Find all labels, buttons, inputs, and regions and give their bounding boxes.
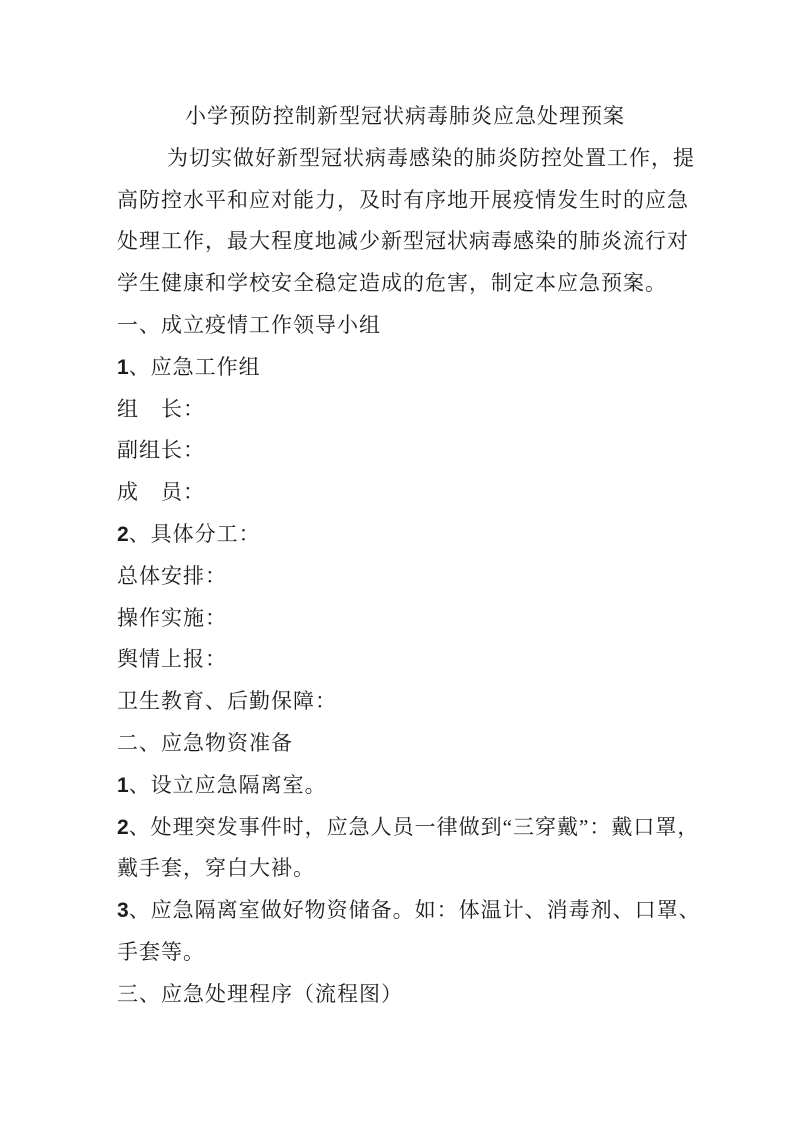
section-heading-2: 二、应急物资准备 [117,730,293,755]
section-heading-1: 一、成立疫情工作领导小组 [117,312,381,337]
field-label-operation: 操作实施： [117,605,227,630]
paragraph-line: 戴手套，穿白大褂。 [117,856,315,881]
item-text: 、设立应急隔离室。 [128,772,327,797]
item-text: 、具体分工： [128,521,261,546]
section-heading-3: 三、应急处理程序（流程图） [117,981,403,1006]
field-label-health-logistics: 卫生教育、后勤保障： [117,689,337,714]
numbered-item [117,890,701,932]
item-number: 1 [117,355,129,379]
item-text: 、处理突发事件时，应急人员一律做到“三穿戴”：戴口罩， [128,814,700,839]
document-title: 小学预防控制新型冠状病毒肺炎应急处理预案 [185,104,625,128]
item-number: 1 [117,773,129,797]
paragraph-line: 学生健康和学校安全稳定造成的危害，制定本应急预案。 [117,271,667,296]
paragraph-line: 高防控水平和应对能力，及时有序地开展疫情发生时的应急 [117,187,689,212]
numbered-item [117,514,693,556]
item-number: 2 [117,815,129,839]
paragraph-line: 处理工作，最大程度地减少新型冠状病毒感染的肺炎流行对 [117,229,689,254]
field-label-report: 舆情上报： [117,647,227,672]
numbered-item [117,807,700,849]
item-text: 、应急工作组 [128,354,261,379]
item-number: 2 [117,522,129,546]
field-label-overall-arrangement: 总体安排： [117,563,227,588]
numbered-item [117,347,693,389]
item-number: 3 [117,899,129,923]
paragraph-line: 为切实做好新型冠状病毒感染的肺炎防控处置工作，提 [167,145,695,170]
field-label-deputy-leader: 副组长： [117,438,205,463]
numbered-item [117,765,693,807]
field-label-leader: 组 长： [117,396,205,421]
item-text: 、应急隔离室做好物资储备。如：体温计、消毒剂、口罩、 [128,898,701,923]
field-label-members: 成 员： [117,480,205,505]
paragraph-line: 手套等。 [117,939,205,964]
